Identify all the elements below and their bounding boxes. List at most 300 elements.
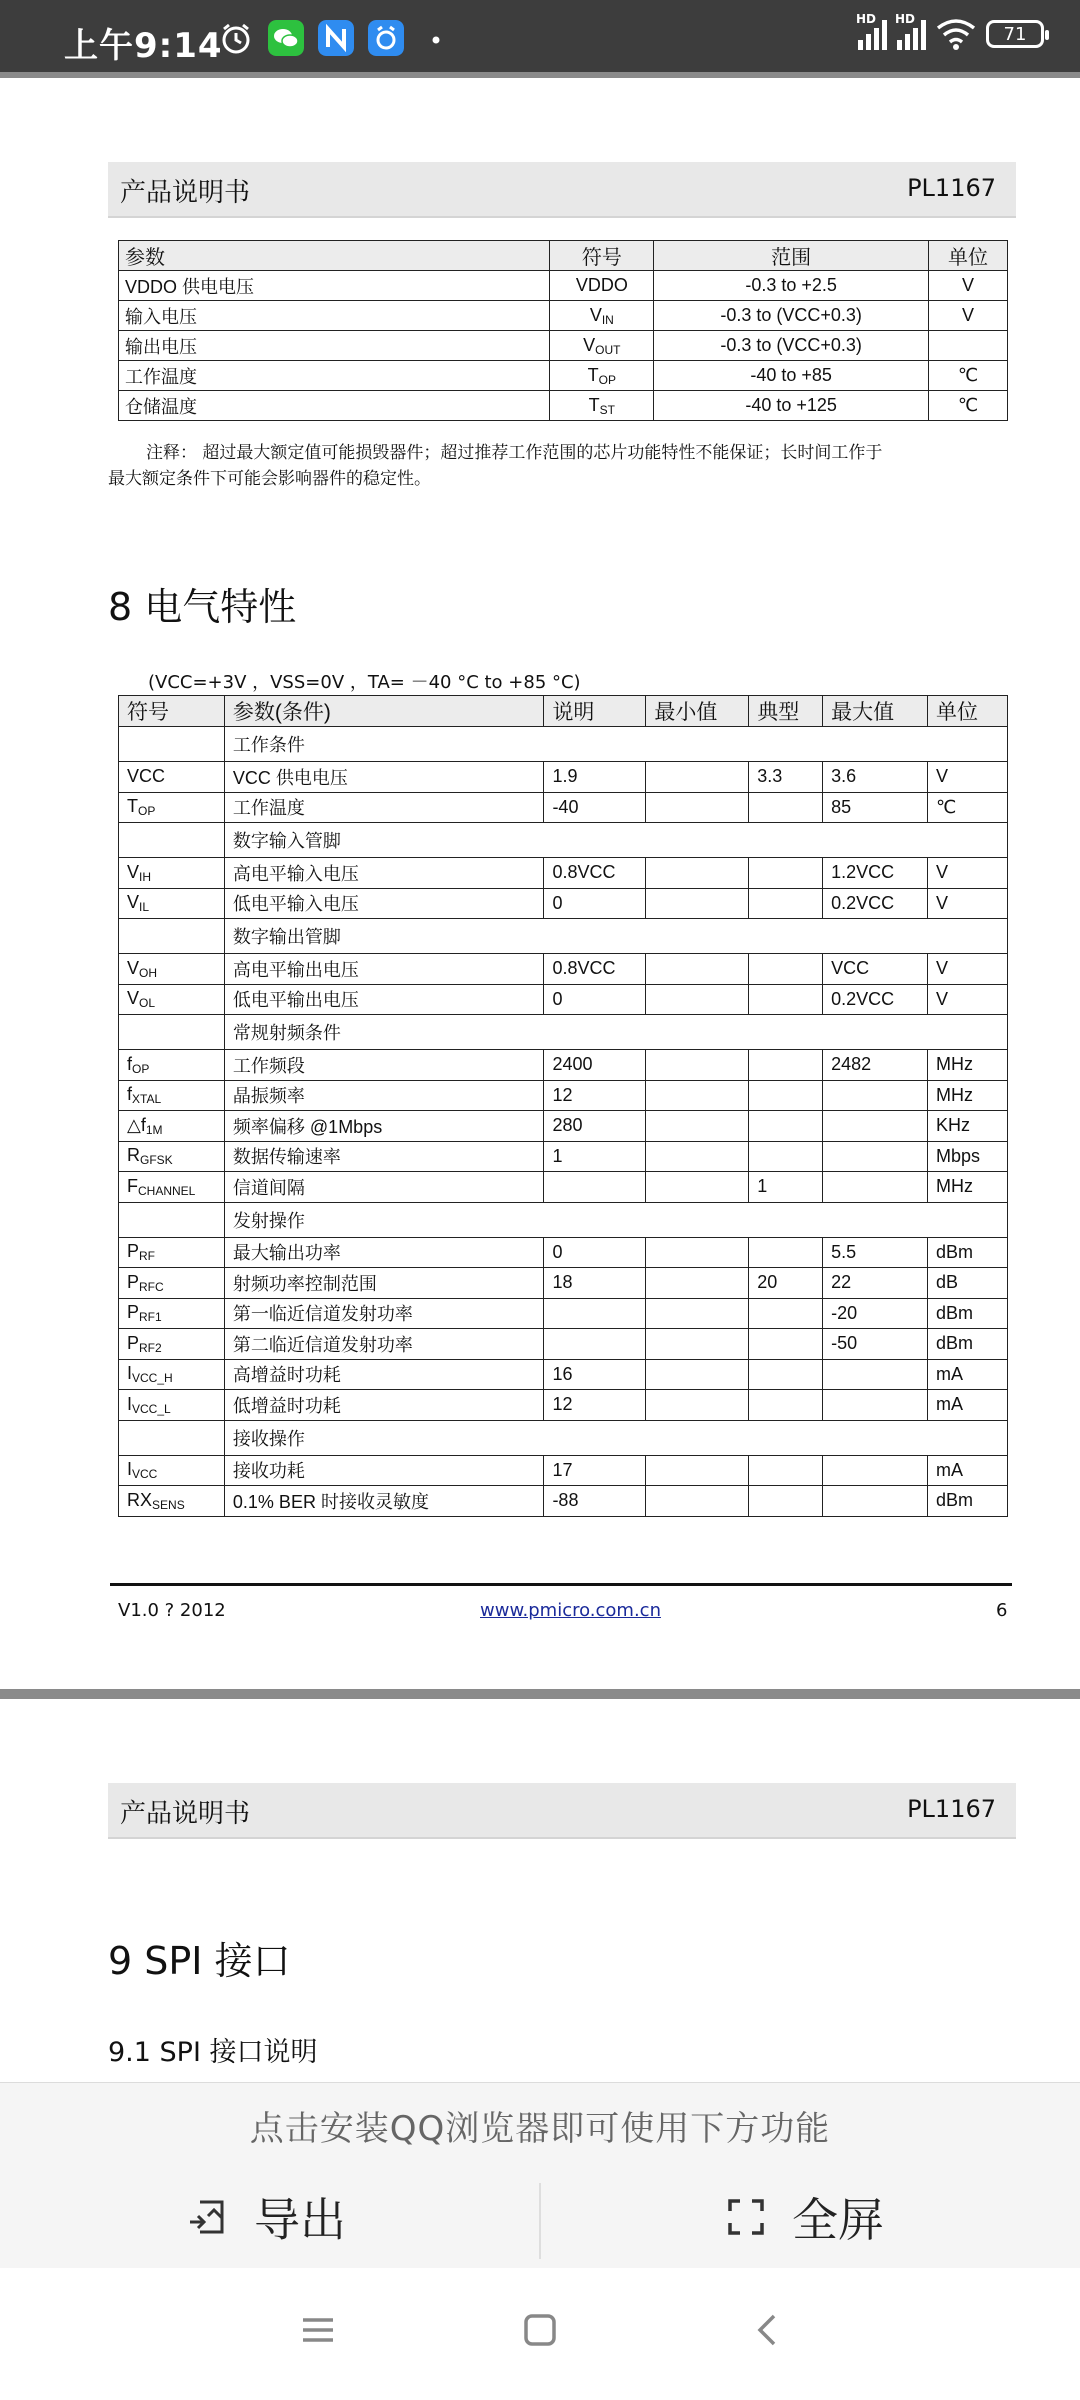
app-alarm-icon: [368, 20, 404, 56]
footer-rule: [110, 1583, 1012, 1586]
col-header: 参数: [119, 241, 550, 271]
symbol-cell: [119, 858, 225, 889]
symbol-cell: [119, 954, 225, 985]
table-row: [119, 792, 1008, 823]
col-header: 单位: [929, 241, 1008, 271]
unit-cell: dB: [928, 1268, 1008, 1299]
symbol-subscript: OL: [139, 996, 156, 1011]
symbol-subscript: IN: [601, 312, 614, 327]
table-row: [119, 1455, 1008, 1486]
symbol-subscript: RF2: [139, 1340, 162, 1355]
param-cell: 工作频段: [224, 1050, 544, 1081]
table-row: [119, 1050, 1008, 1081]
max-cell: [823, 1141, 928, 1172]
min-cell: [646, 984, 749, 1015]
app-n-icon: [318, 20, 354, 56]
param-cell: 低电平输出电压: [224, 984, 544, 1015]
param-cell: 输入电压: [119, 301, 550, 331]
table-row: [119, 1298, 1008, 1329]
unit-cell: ℃: [929, 391, 1008, 421]
max-cell: 0.2VCC: [823, 888, 928, 919]
min-cell: [646, 888, 749, 919]
typ-cell: [749, 1080, 823, 1111]
status-right-group: [856, 12, 1044, 50]
max-cell: [823, 1080, 928, 1111]
unit-cell: mA: [928, 1390, 1008, 1421]
symbol-subscript: IL: [139, 900, 150, 915]
export-icon: [186, 2196, 228, 2238]
unit-cell: MHz: [928, 1080, 1008, 1111]
symbol-subscript: VCC_L: [132, 1401, 171, 1416]
typ-cell: [749, 1141, 823, 1172]
symbol-cell: [119, 888, 225, 919]
desc-cell: 0.8VCC: [544, 858, 646, 889]
unit-cell: KHz: [928, 1111, 1008, 1142]
unit-cell: dBm: [928, 1486, 1008, 1517]
desc-cell: 18: [544, 1268, 646, 1299]
unit-cell: mA: [928, 1359, 1008, 1390]
symbol-subscript: OP: [132, 1061, 150, 1076]
symbol-cell: [119, 1329, 225, 1360]
symbol-cell: [119, 1141, 225, 1172]
symbol-text: T: [587, 364, 599, 385]
table-row: [119, 1141, 1008, 1172]
symbol-cell: [550, 361, 654, 391]
param-cell: 仓储温度: [119, 391, 550, 421]
symbol-text: F: [127, 1175, 138, 1196]
typ-cell: [749, 1111, 823, 1142]
param-cell: 工作温度: [119, 361, 550, 391]
param-cell: 第二临近信道发射功率: [224, 1329, 544, 1360]
wifi-icon: [936, 18, 976, 50]
min-cell: [646, 954, 749, 985]
param-cell: 输出电压: [119, 331, 550, 361]
note-line-1: 注释： 超过最大额定值可能损毁器件；超过推荐工作范围的芯片功能特性不能保证；长时间工作于: [146, 443, 883, 463]
symbol-text: I: [127, 1363, 133, 1384]
status-time: 上午9:14: [64, 26, 223, 66]
section-8-title: 8 电气特性: [108, 585, 297, 629]
param-cell: 数据传输速率: [224, 1141, 544, 1172]
min-cell: [646, 858, 749, 889]
symbol-text: I: [127, 1459, 133, 1480]
max-cell: [823, 1359, 928, 1390]
page-header: [108, 162, 1016, 218]
min-cell: [646, 1080, 749, 1111]
symbol-subscript: RF: [139, 1249, 156, 1264]
typ-cell: [749, 954, 823, 985]
max-cell: 1.2VCC: [823, 858, 928, 889]
system-navigation-bar: [0, 2268, 1080, 2400]
footer-version: V1.0 ? 2012: [118, 1600, 226, 1621]
wechat-icon: [268, 20, 304, 56]
install-promo-text: 点击安装QQ浏览器即可使用下方功能: [249, 2109, 831, 2149]
blank-cell: [119, 1015, 225, 1050]
max-cell: [823, 1172, 928, 1203]
blank-cell: [119, 823, 225, 858]
section-label: 工作条件: [224, 727, 1007, 762]
symbol-text: P: [127, 1332, 140, 1353]
symbol-cell: [119, 762, 225, 793]
param-cell: 射频功率控制范围: [224, 1268, 544, 1299]
col-header: 符号: [550, 241, 654, 271]
section-label: 数字输入管脚: [224, 823, 1007, 858]
signal-strength-icon-2: HD: [897, 18, 926, 50]
table-row: [119, 391, 1008, 421]
typ-cell: [749, 1050, 823, 1081]
col-header: 符号: [119, 696, 225, 727]
unit-cell: dBm: [928, 1298, 1008, 1329]
max-cell: 22: [823, 1268, 928, 1299]
fullscreen-icon: [726, 2197, 766, 2237]
home-icon[interactable]: [522, 2312, 558, 2348]
table-row: [119, 1268, 1008, 1299]
battery-icon: 71: [986, 20, 1044, 48]
symbol-subscript: CHANNEL: [138, 1183, 196, 1198]
unit-cell: V: [928, 984, 1008, 1015]
symbol-cell: [119, 1111, 225, 1142]
col-header: 说明: [544, 696, 646, 727]
desc-cell: 1.9: [544, 762, 646, 793]
symbol-cell: [119, 1268, 225, 1299]
header-title: 产品说明书: [120, 178, 251, 208]
header-model: PL1167: [907, 1795, 996, 1823]
min-cell: [646, 1298, 749, 1329]
symbol-cell: [119, 1486, 225, 1517]
symbol-cell: [119, 1359, 225, 1390]
col-header: 最大值: [823, 696, 928, 727]
max-cell: [823, 1111, 928, 1142]
min-cell: [646, 1455, 749, 1486]
col-header: 最小值: [646, 696, 749, 727]
fullscreen-label: 全屏: [792, 2193, 884, 2247]
max-cell: 5.5: [823, 1237, 928, 1268]
absolute-ratings-table: [118, 240, 1008, 421]
note-line-2: 最大额定条件下可能会影响器件的稳定性。: [108, 469, 431, 489]
param-cell: 工作温度: [224, 792, 544, 823]
export-button[interactable]: [186, 2175, 346, 2259]
table-row: [119, 1329, 1008, 1360]
fullscreen-button[interactable]: [726, 2175, 884, 2259]
param-cell: 低电平输入电压: [224, 888, 544, 919]
signal-strength-icon-1: HD: [858, 18, 887, 50]
symbol-subscript: OUT: [595, 342, 621, 357]
unit-cell: ℃: [928, 792, 1008, 823]
symbol-text: V: [127, 861, 140, 882]
table-row: [119, 271, 1008, 301]
section-row: [119, 823, 1008, 858]
symbol-cell: [119, 1298, 225, 1329]
range-cell: -0.3 to +2.5: [654, 271, 929, 301]
unit-cell: dBm: [928, 1237, 1008, 1268]
table-row: [119, 1172, 1008, 1203]
param-cell: 高增益时功耗: [224, 1359, 544, 1390]
table-row: [119, 1080, 1008, 1111]
desc-cell: 0: [544, 984, 646, 1015]
min-cell: [646, 1268, 749, 1299]
desc-cell: 0.8VCC: [544, 954, 646, 985]
symbol-text: I: [127, 1393, 133, 1414]
param-cell: 信道间隔: [224, 1172, 544, 1203]
param-cell: 最大输出功率: [224, 1237, 544, 1268]
symbol-text: V: [127, 988, 140, 1009]
section-row: [119, 727, 1008, 762]
param-cell: 接收功耗: [224, 1455, 544, 1486]
unit-cell: V: [928, 858, 1008, 889]
param-cell: 高电平输入电压: [224, 858, 544, 889]
symbol-text: T: [588, 394, 600, 415]
symbol-text: P: [127, 1271, 140, 1292]
typ-cell: 3.3: [749, 762, 823, 793]
symbol-subscript: VCC: [132, 1467, 158, 1482]
col-header: 范围: [654, 241, 929, 271]
unit-cell: V: [928, 762, 1008, 793]
symbol-text: V: [127, 957, 140, 978]
symbol-cell: [550, 271, 654, 301]
action-divider: [539, 2183, 541, 2259]
desc-cell: 0: [544, 1237, 646, 1268]
typ-cell: [749, 1455, 823, 1486]
typ-cell: [749, 1390, 823, 1421]
table-header-row: [119, 241, 1008, 271]
symbol-text: VCC: [127, 765, 166, 786]
typ-cell: [749, 1329, 823, 1360]
symbol-cell: [550, 301, 654, 331]
symbol-text: P: [127, 1302, 140, 1323]
unit-cell: MHz: [928, 1172, 1008, 1203]
section-row: [119, 919, 1008, 954]
min-cell: [646, 1390, 749, 1421]
symbol-subscript: VCC_H: [132, 1371, 173, 1386]
typ-cell: 1: [749, 1172, 823, 1203]
symbol-subscript: OP: [138, 804, 156, 819]
param-cell: 晶振频率: [224, 1080, 544, 1111]
typ-cell: [749, 984, 823, 1015]
section-row: [119, 1420, 1008, 1455]
typ-cell: [749, 1298, 823, 1329]
desc-cell: [544, 1329, 646, 1360]
symbol-subscript: RF1: [139, 1310, 162, 1325]
min-cell: [646, 1172, 749, 1203]
symbol-subscript: OH: [139, 965, 158, 980]
param-cell: VDDO 供电电压: [119, 271, 550, 301]
section-label: 常规射频条件: [224, 1015, 1007, 1050]
typ-cell: [749, 1486, 823, 1517]
symbol-cell: [119, 792, 225, 823]
max-cell: [823, 1486, 928, 1517]
unit-cell: MHz: [928, 1050, 1008, 1081]
max-cell: [823, 1390, 928, 1421]
table-row: [119, 954, 1008, 985]
symbol-cell: [119, 1237, 225, 1268]
range-cell: -40 to +85: [654, 361, 929, 391]
typ-cell: [749, 858, 823, 889]
desc-cell: [544, 1298, 646, 1329]
table-row: [119, 984, 1008, 1015]
page-divider: [0, 1689, 1080, 1699]
table-row: [119, 888, 1008, 919]
param-cell: 频率偏移 @1Mbps: [224, 1111, 544, 1142]
min-cell: [646, 792, 749, 823]
unit-cell: dBm: [928, 1329, 1008, 1360]
alarm-clock-icon: [218, 20, 254, 56]
table-row: [119, 1111, 1008, 1142]
symbol-subscript: RFC: [139, 1279, 164, 1294]
symbol-text: V: [583, 334, 596, 355]
col-header: 典型: [749, 696, 823, 727]
table-row: [119, 1237, 1008, 1268]
min-cell: [646, 1141, 749, 1172]
range-cell: -0.3 to (VCC+0.3): [654, 331, 929, 361]
param-cell: 低增益时功耗: [224, 1390, 544, 1421]
page-top-divider: [0, 72, 1080, 78]
table-row: [119, 301, 1008, 331]
typ-cell: [749, 792, 823, 823]
symbol-cell: [119, 1390, 225, 1421]
desc-cell: 0: [544, 888, 646, 919]
symbol-text: V: [589, 304, 602, 325]
min-cell: [646, 1359, 749, 1390]
min-cell: [646, 1329, 749, 1360]
symbol-text: R: [127, 1145, 140, 1166]
range-cell: -0.3 to (VCC+0.3): [654, 301, 929, 331]
blank-cell: [119, 727, 225, 762]
desc-cell: -40: [544, 792, 646, 823]
desc-cell: 16: [544, 1359, 646, 1390]
page-2-header: [108, 1783, 1016, 1839]
symbol-text: V: [127, 892, 140, 913]
col-header: 单位: [928, 696, 1008, 727]
desc-cell: 17: [544, 1455, 646, 1486]
section-row: [119, 1202, 1008, 1237]
blank-cell: [119, 919, 225, 954]
max-cell: 2482: [823, 1050, 928, 1081]
typ-cell: 20: [749, 1268, 823, 1299]
max-cell: VCC: [823, 954, 928, 985]
unit-cell: Mbps: [928, 1141, 1008, 1172]
desc-cell: 1: [544, 1141, 646, 1172]
symbol-subscript: SENS: [152, 1497, 185, 1512]
min-cell: [646, 1111, 749, 1142]
symbol-text: f: [127, 1053, 133, 1074]
notification-dot-icon: [432, 36, 440, 44]
symbol-subscript: IH: [139, 869, 152, 884]
max-cell: 0.2VCC: [823, 984, 928, 1015]
desc-cell: 12: [544, 1390, 646, 1421]
unit-cell: V: [929, 301, 1008, 331]
symbol-cell: [550, 391, 654, 421]
param-cell: 第一临近信道发射功率: [224, 1298, 544, 1329]
header-model: PL1167: [907, 174, 996, 202]
range-cell: -40 to +125: [654, 391, 929, 421]
symbol-cell: [119, 1080, 225, 1111]
min-cell: [646, 1237, 749, 1268]
max-cell: -50: [823, 1329, 928, 1360]
export-label: 导出: [254, 2193, 346, 2247]
col-header: 参数(条件): [224, 696, 544, 727]
symbol-cell: [119, 1172, 225, 1203]
blank-cell: [119, 1202, 225, 1237]
max-cell: 3.6: [823, 762, 928, 793]
desc-cell: -88: [544, 1486, 646, 1517]
unit-cell: ℃: [929, 361, 1008, 391]
symbol-text: RX: [127, 1489, 153, 1510]
param-cell: 0.1% BER 时接收灵敏度: [224, 1486, 544, 1517]
browser-action-panel: [0, 2082, 1080, 2269]
section-label: 数字输出管脚: [224, 919, 1007, 954]
table-row: [119, 1486, 1008, 1517]
unit-cell: V: [928, 954, 1008, 985]
min-cell: [646, 762, 749, 793]
table-row: [119, 1390, 1008, 1421]
desc-cell: 2400: [544, 1050, 646, 1081]
menu-icon[interactable]: [300, 2312, 336, 2348]
table-row: [119, 762, 1008, 793]
desc-cell: 280: [544, 1111, 646, 1142]
typ-cell: [749, 888, 823, 919]
section-label: 接收操作: [224, 1420, 1007, 1455]
symbol-cell: [119, 1050, 225, 1081]
symbol-text: VDDO: [575, 274, 628, 295]
blank-cell: [119, 1420, 225, 1455]
symbol-text: △f: [127, 1114, 146, 1135]
min-cell: [646, 1050, 749, 1081]
table-row: [119, 1359, 1008, 1390]
table-row: [119, 331, 1008, 361]
max-cell: [823, 1455, 928, 1486]
status-bar: [0, 0, 1080, 72]
table-row: [119, 858, 1008, 889]
back-icon[interactable]: [750, 2312, 786, 2348]
symbol-cell: [119, 1455, 225, 1486]
conditions-text: (VCC=+3V ，VSS=0V ，TA= －40 °C to +85 °C): [148, 672, 581, 693]
symbol-cell: [119, 984, 225, 1015]
table-header-row: [119, 696, 1008, 727]
unit-cell: V: [928, 888, 1008, 919]
unit-cell: V: [929, 271, 1008, 301]
desc-cell: [544, 1172, 646, 1203]
table-row: [119, 361, 1008, 391]
param-cell: VCC 供电电压: [224, 762, 544, 793]
footer-page-number: 6: [996, 1600, 1008, 1621]
symbol-subscript: OP: [598, 372, 616, 387]
min-cell: [646, 1486, 749, 1517]
symbol-text: P: [127, 1241, 140, 1262]
section-label: 发射操作: [224, 1202, 1007, 1237]
section-9-1-title: 9.1 SPI 接口说明: [108, 2037, 318, 2068]
max-cell: -20: [823, 1298, 928, 1329]
note-text: [108, 440, 1008, 492]
symbol-subscript: GFSK: [140, 1153, 173, 1168]
section-row: [119, 1015, 1008, 1050]
symbol-cell: [550, 331, 654, 361]
typ-cell: [749, 1237, 823, 1268]
section-9-title: 9 SPI 接口: [108, 1939, 291, 1983]
header-title: 产品说明书: [120, 1799, 251, 1829]
typ-cell: [749, 1359, 823, 1390]
param-cell: 高电平输出电压: [224, 954, 544, 985]
max-cell: 85: [823, 792, 928, 823]
footer-website-link[interactable]: www.pmicro.com.cn: [480, 1600, 661, 1621]
symbol-text: f: [127, 1084, 133, 1105]
electrical-characteristics-table: [118, 695, 1008, 1517]
symbol-text: T: [127, 796, 138, 817]
unit-cell: mA: [928, 1455, 1008, 1486]
desc-cell: 12: [544, 1080, 646, 1111]
symbol-subscript: ST: [599, 402, 615, 417]
unit-cell: [929, 331, 1008, 361]
symbol-subscript: XTAL: [132, 1092, 162, 1107]
symbol-subscript: 1M: [145, 1122, 163, 1137]
